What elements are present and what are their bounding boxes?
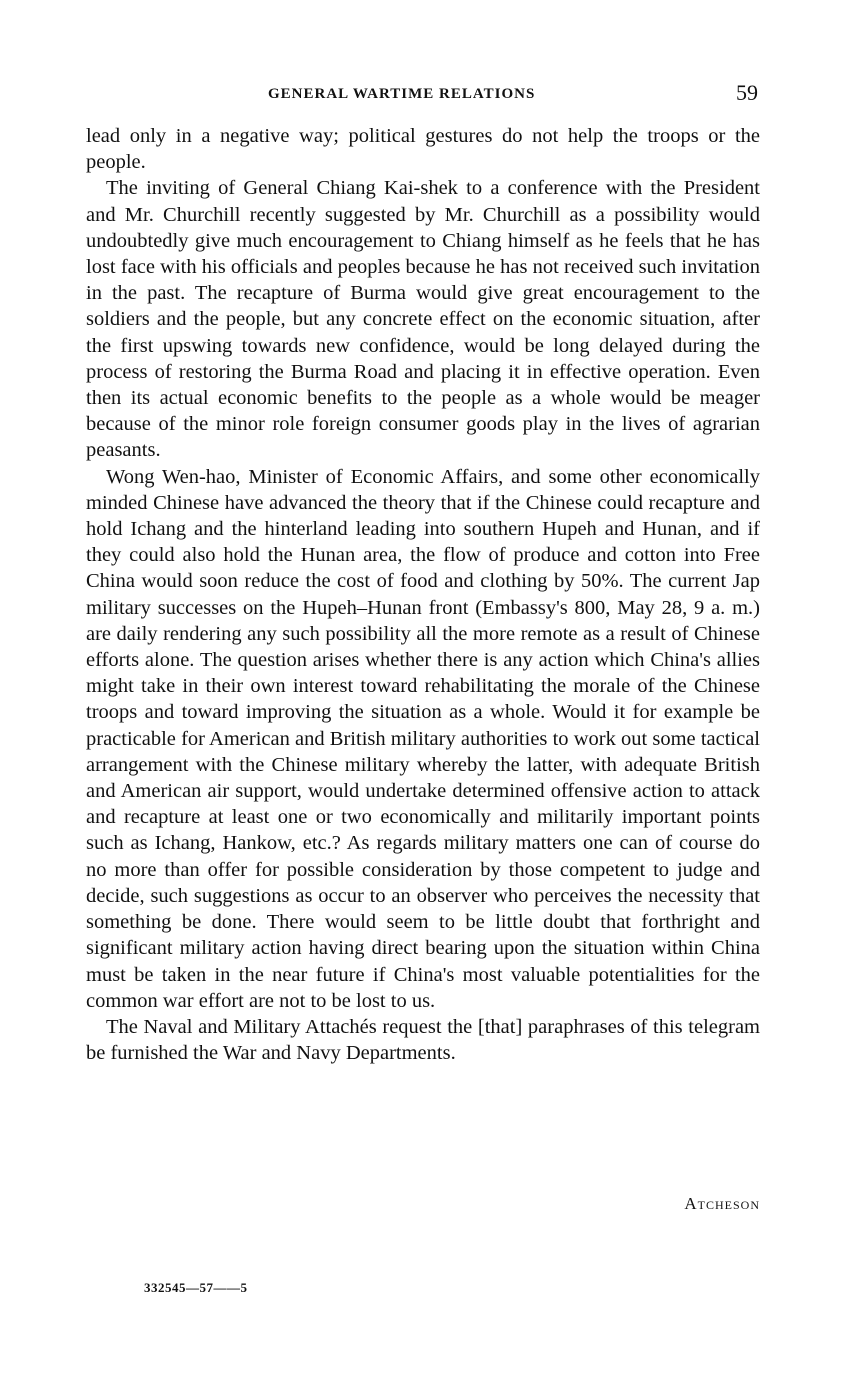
paragraph-4: The Naval and Military Attachés request the [that] paraphrases of this telegram be furnished the War and Navy Departments.: [86, 1015, 760, 1065]
page-header: [86, 80, 758, 110]
printer-code: 332545—57——5: [144, 1280, 248, 1295]
body-text: [86, 123, 760, 1066]
paragraph-1: lead only in a negative way; political gestures do not help the troops or the people.: [86, 125, 760, 174]
paragraph-3: Wong Wen-hao, Minister of Economic Affairs, and some other economically minded Chinese have advanced the theory that if the Chinese could recapture and hold Ichang and the hinterland leading into southern Hupeh and Hunan, and if they could also hold the Hunan area, the flow of produce and cotton into Free China would soon reduce the cost of food and clothing by 50%. The current Jap military successes on the Hupeh–Hunan front (Embassy's 800, May 28, 9 a. m.) are daily rendering any such possibility all the more remote as a result of Chinese efforts alone. The question arises whether there is any action which China's allies might take in their own interest toward rehabilitating the morale of the Chinese troops and toward improving the situation as a whole. Would it for example be practicable for American and British military authorities to work out some tactical arrangement with the Chinese military whereby the latter, with adequate British and American air support, would undertake determined offensive action to attack and recapture at least one or two economically and militarily important points such as Ichang, Hankow, etc.? As regards military matters one can of course do no more than offer for possible consideration by those competent to judge and decide, such suggestions as occur to an observer who perceives the necessity that something be done. There would seem to be little doubt that forthright and significant military action having direct bearing upon the situation within China must be taken in the near future if China's most valuable potentialities for the common war effort are not to be lost to us.: [86, 465, 760, 1012]
running-head: GENERAL WARTIME RELATIONS: [268, 86, 536, 102]
signature: Atcheson: [684, 1194, 760, 1213]
paragraph-2: The inviting of General Chiang Kai-shek to a conference with the President and Mr. Churchill recently suggested by Mr. Churchill as a possibility would undoubtedly give much encouragement to Chiang himself as he feels that he has lost face with his officials and peoples because he has not received such invitation in the past. The recapture of Burma would give great encouragement to the soldiers and the people, but any concrete effect on the economic situation, after the first upswing towards new confidence, would be long delayed during the process of restoring the Burma Road and placing it in effective operation. Even then its actual economic benefits to the people as a whole would be meager because of the minor role foreign consumer goods play in the lives of agrarian peasants.: [86, 177, 760, 462]
page-number: 59: [736, 80, 758, 105]
